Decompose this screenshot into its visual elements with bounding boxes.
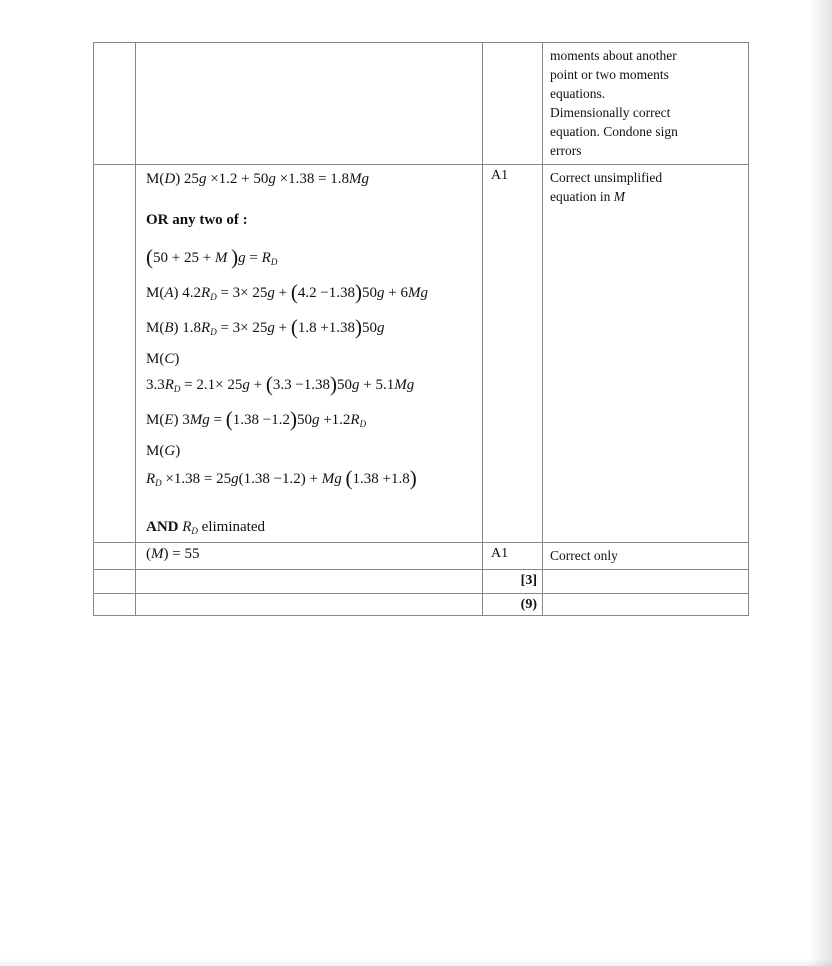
question-total-marks: (9) <box>483 594 543 616</box>
working-cell <box>136 43 483 165</box>
guidance-cell: moments about another point or two moments equations. Dimensionally correct equation. Condone sign errors <box>543 43 749 165</box>
guidance-cell: Correct unsimplified equation in M <box>543 165 749 543</box>
empty-cell <box>136 570 483 594</box>
empty-cell <box>543 570 749 594</box>
mark-cell: A1 <box>483 543 543 570</box>
empty-cell <box>94 165 136 543</box>
empty-cell <box>94 594 136 616</box>
table-row-answer <box>94 543 749 570</box>
page-edge-shadow-bottom <box>0 958 832 966</box>
mark-cell: A1 <box>483 165 543 543</box>
table-row-part-total <box>94 570 749 594</box>
working-cell: M(D) 25g ×1.2 + 50g ×1.38 = 1.8Mg OR any two of : (50 + 25 + M )$g = R_D$ M(A) $4.2R_D = 3\times 25g + (4.2 -1.38)50g + 6Mg$ M(B) $1.8R_D = 3\times 25g + (1.8 +1.38)50g$ M(C) $3.3R_D = 2.1\times 25g + (3.3 -1.38)50g + 5.1Mg$ M(E) $3Mg = (1.38 -1.2)50g +1.2R_D$ M(G) $R_D \times 1.38 = 25g(1.38 -1.2) + Mg$ (1.38 +1.8) AND $R_D$ eliminated <box>136 165 483 543</box>
mark-cell <box>483 43 543 165</box>
answer-cell: (M) = 55 <box>136 543 483 570</box>
page-edge-shadow-right <box>808 0 832 966</box>
part-total-marks: [3] <box>483 570 543 594</box>
guidance-cell: Correct only <box>543 543 749 570</box>
empty-cell <box>94 543 136 570</box>
table-row-working <box>94 165 749 543</box>
table-row-guidance-continuation <box>94 43 749 165</box>
empty-cell <box>94 570 136 594</box>
empty-cell <box>543 594 749 616</box>
table-row-question-total <box>94 594 749 616</box>
empty-cell <box>94 43 136 165</box>
empty-cell <box>136 594 483 616</box>
mark-scheme-table <box>93 42 749 616</box>
